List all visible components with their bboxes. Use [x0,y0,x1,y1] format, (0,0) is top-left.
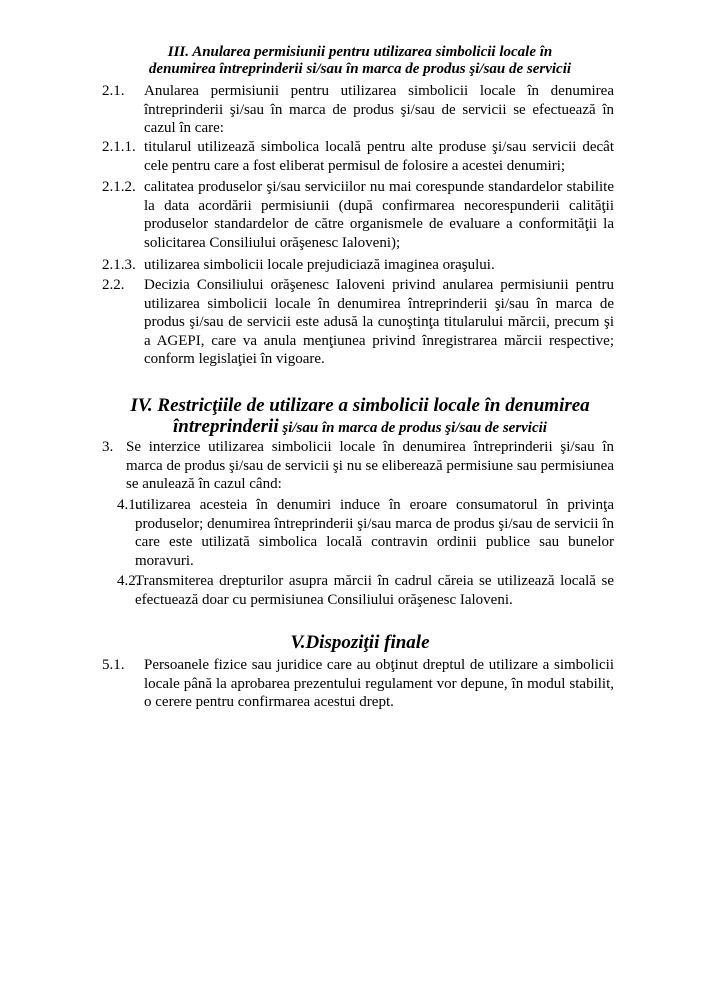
section-5-heading [100,632,620,653]
clause-text: Se interzice utilizarea simbolicii locale în denumirea întreprinderii şi/sau în marca de produs şi/sau de servicii şi nu se eliberează permisiune sau permisiunea se anulează în cazul când: [126,439,614,492]
clause-number: 2.2. [102,277,125,293]
clause-text: Persoanele fizice sau juridice care au obţinut dreptul de utilizare a simbolicii locale până la aprobarea prezentului regulament vor depune, în modul stabilit, o cerere pentru confirmarea acestui drept. [144,657,614,710]
clause-text: titularul utilizează simbolica locală pentru alte produse şi/sau servicii decât cele pentru care a fost eliberat permisul de folosire a acestei denumiri; [144,139,614,174]
clause-number: 4.1. [117,497,140,513]
clause-3 [102,438,614,494]
clause-number: 2.1.2. [102,179,136,195]
section-4-title-line1: IV. Restricţiile de utilizare a simbolicii locale în denumirea [130,395,590,416]
clause-2-2 [102,276,614,369]
section-3-title-line1: III. Anularea permisiunii pentru utilizarea simbolicii locale în [167,44,553,60]
clause-number: 3. [102,439,114,455]
clause-4-1 [117,496,614,570]
clause-2-1 [102,82,614,138]
clause-2-1-3 [102,256,614,275]
clause-number: 2.1.3. [102,257,136,273]
clause-number: 2.1. [102,83,125,99]
clause-number: 4.2. [117,573,140,589]
clause-text: utilizarea simbolicii locale prejudiciază imaginea oraşului. [144,257,495,273]
clause-text: Anularea permisiunii pentru utilizarea simbolicii locale în denumirea întreprinderii şi/sau în marca de produs şi/sau de servicii se efectuează în cazul în care: [144,83,614,136]
clause-text: Transmiterea drepturilor asupra mărcii în cadrul căreia se utilizează locală se efectuează doar cu permisiunea Consiliului orăşenesc Ialoveni. [135,573,614,608]
section-5-title: V.Dispoziţii finale [290,632,430,653]
clause-text: utilizarea acesteia în denumiri induce în eroare consumatorul în privinţa produselor; denumirea întreprinderii şi/sau marca de produs şi/sau de servicii în care este utilizată simbolica locală contravin ordinii publice sau bunelor moravuri. [135,497,614,569]
clause-number: 2.1.1. [102,139,136,155]
section-4-heading [100,395,620,439]
clause-4-2 [117,572,614,609]
section-3-title-line2: denumirea întreprinderii si/sau în marca de produs şi/sau de servicii [148,61,572,77]
section-4-title-line2a: întreprinderii [173,416,279,437]
clause-2-1-1 [102,138,614,175]
clause-text: Decizia Consiliului orăşenesc Ialoveni privind anularea permisiunii pentru utilizarea simbolicii locale în denumirea întreprinderii şi/sau în marca de produs şi/sau de servicii este adusă la cunoştinţa titularului mărcii, precum şi a AGEPI, care va anula menţiunea privind înregistrarea mărcii respective; conform legislaţiei în vigoare. [144,277,614,367]
clause-text: calitatea produselor şi/sau serviciilor nu mai corespunde standardelor stabilite la data acordării permisiunii (după confirmarea necorespunderii calităţii produselor standardelor de către organismele de evaluare a conformităţii la solicitarea Consiliului orăşenesc Ialoveni); [144,179,614,251]
section-4-title-line2b: şi/sau în marca de produs şi/sau de servicii [278,420,547,436]
clause-number: 5.1. [102,657,125,673]
clause-2-1-2 [102,178,614,252]
section-3-heading [100,44,620,78]
clause-5-1 [102,656,614,712]
